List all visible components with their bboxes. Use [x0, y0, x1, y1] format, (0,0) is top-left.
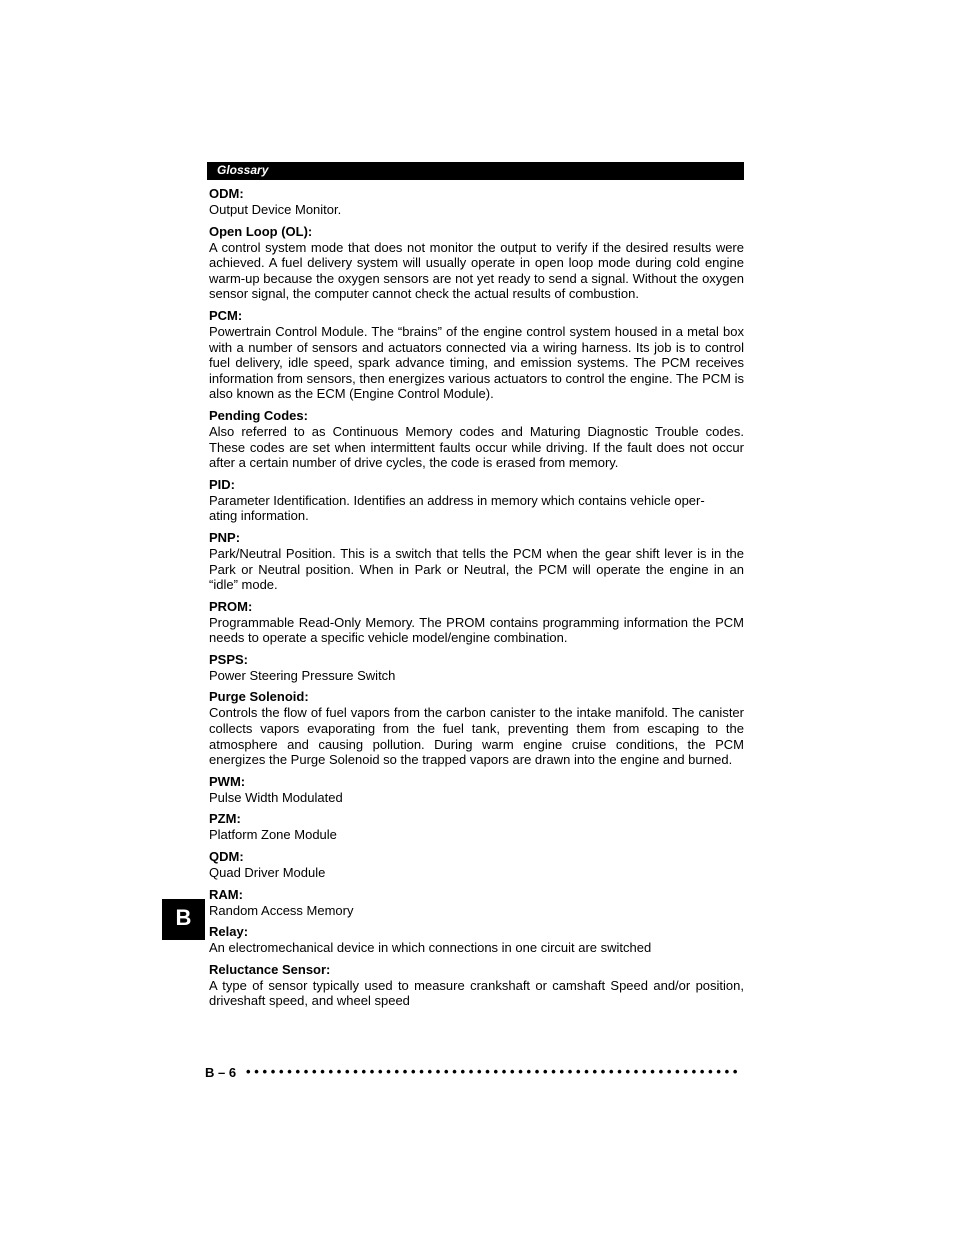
- glossary-definition: Random Access Memory: [209, 902, 354, 918]
- glossary-entry-pid: [209, 477, 744, 524]
- glossary-term: ODM:: [209, 186, 244, 201]
- glossary-definition: Powertrain Control Module. The “brains” of the engine control system housed in a metal box with a number of sensors and actuators connected via a wiring harness. Its job is to control fuel delivery, idle speed, spark advance timing, and emission systems. The PCM receives information from sensors, then energizes various actuators to control the engine. The PCM is also known as the ECM (Engine Control Module).: [209, 323, 744, 402]
- glossary-definition: Pulse Width Modulated: [209, 789, 343, 805]
- glossary-term: Reluctance Sensor:: [209, 961, 331, 977]
- glossary-entry-qdm: [209, 849, 744, 881]
- glossary-term: QDM:: [209, 849, 244, 865]
- glossary-term: RAM:: [209, 886, 243, 902]
- glossary-definition: Park/Neutral Position. This is a switch that tells the PCM when the gear shift lever is in the Park or Neutral position. When in Park or Neutral, the PCM will operate the engine in an “idle” mode.: [209, 545, 744, 593]
- glossary-definition: Parameter Identification. Identifies an address in memory which contains vehicle oper- ating information.: [209, 492, 705, 524]
- glossary-term: PROM:: [209, 598, 253, 614]
- glossary-definition: An electromechanical device in which connections in one circuit are switched: [209, 940, 652, 956]
- glossary-definition: Quad Driver Module: [209, 865, 326, 881]
- appendix-side-tab: [162, 899, 205, 940]
- glossary-definition: Platform Zone Module: [209, 827, 337, 843]
- glossary-definition: A type of sensor typically used to measure crankshaft or camshaft Speed and/or position, driveshaft speed, and wheel speed: [209, 977, 744, 1009]
- page-footer: [205, 1064, 744, 1080]
- glossary-entry-odm: [209, 186, 744, 218]
- section-title: Glossary: [217, 163, 269, 177]
- page-number: B – 6: [205, 1065, 237, 1080]
- glossary-term: PSPS:: [209, 651, 249, 667]
- glossary-entry-purge-solenoid: [209, 689, 744, 767]
- glossary-definition: Programmable Read-Only Memory. The PROM contains programming information the PCM needs to operate a specific vehicle model/engine combination.: [209, 614, 744, 646]
- glossary-entry-ram: [209, 887, 744, 919]
- glossary-term: PWM:: [209, 773, 246, 789]
- appendix-tab-letter: B: [175, 905, 192, 930]
- glossary-entry-reluctance-sensor: [209, 962, 744, 1009]
- glossary-term: PNP:: [209, 529, 241, 545]
- glossary-term: Pending Codes:: [209, 407, 308, 423]
- glossary-term: Purge Solenoid:: [209, 689, 309, 705]
- glossary-entry-pending-codes: [209, 408, 744, 471]
- glossary-entry-pnp: [209, 530, 744, 593]
- glossary-definition: Controls the flow of fuel vapors from the carbon canister to the intake manifold. The canister collects vapors evaporating from the fuel tank, preventing them from escaping to the atmosphere and causing pollution. During warm engine cruise conditions, the PCM energizes the Purge Solenoid so the trapped vapors are drawn into the engine and burned.: [209, 705, 744, 768]
- dot-leader: ••••••••••••••••••••••••••••••••••••••••••••••••••••••••••••: [246, 1064, 741, 1079]
- glossary-definition: Also referred to as Continuous Memory codes and Maturing Diagnostic Trouble codes. These codes are set when intermittent faults occur while driving. If the fault does not occur after a certain number of drive cycles, the code is erased from memory.: [209, 423, 744, 471]
- glossary-definition: Output Device Monitor.: [209, 202, 342, 217]
- glossary-entry-pzm: [209, 811, 744, 843]
- glossary-term: PID:: [209, 476, 235, 492]
- glossary-term: Open Loop (OL):: [209, 223, 313, 239]
- glossary-entry-relay: [209, 924, 744, 956]
- glossary-definition: Power Steering Pressure Switch: [209, 667, 396, 683]
- glossary-term: Relay:: [209, 924, 249, 940]
- glossary-term: PZM:: [209, 811, 241, 827]
- glossary-entry-psps: [209, 652, 744, 684]
- glossary-term: PCM:: [209, 307, 243, 323]
- glossary-entry-prom: [209, 599, 744, 646]
- glossary-definition: A control system mode that does not monitor the output to verify if the desired results were achieved. A fuel delivery system will usually operate in open loop mode during cold engine warm-up because the oxygen sensors are not yet ready to send a signal. Without the oxygen sensor signal, the computer cannot check the actual results of combustion.: [209, 239, 744, 302]
- glossary-list: [209, 186, 744, 1015]
- glossary-entry-open-loop: [209, 224, 744, 302]
- glossary-entry-pcm: [209, 308, 744, 402]
- glossary-entry-pwm: [209, 774, 744, 806]
- section-header-bar: [207, 162, 744, 180]
